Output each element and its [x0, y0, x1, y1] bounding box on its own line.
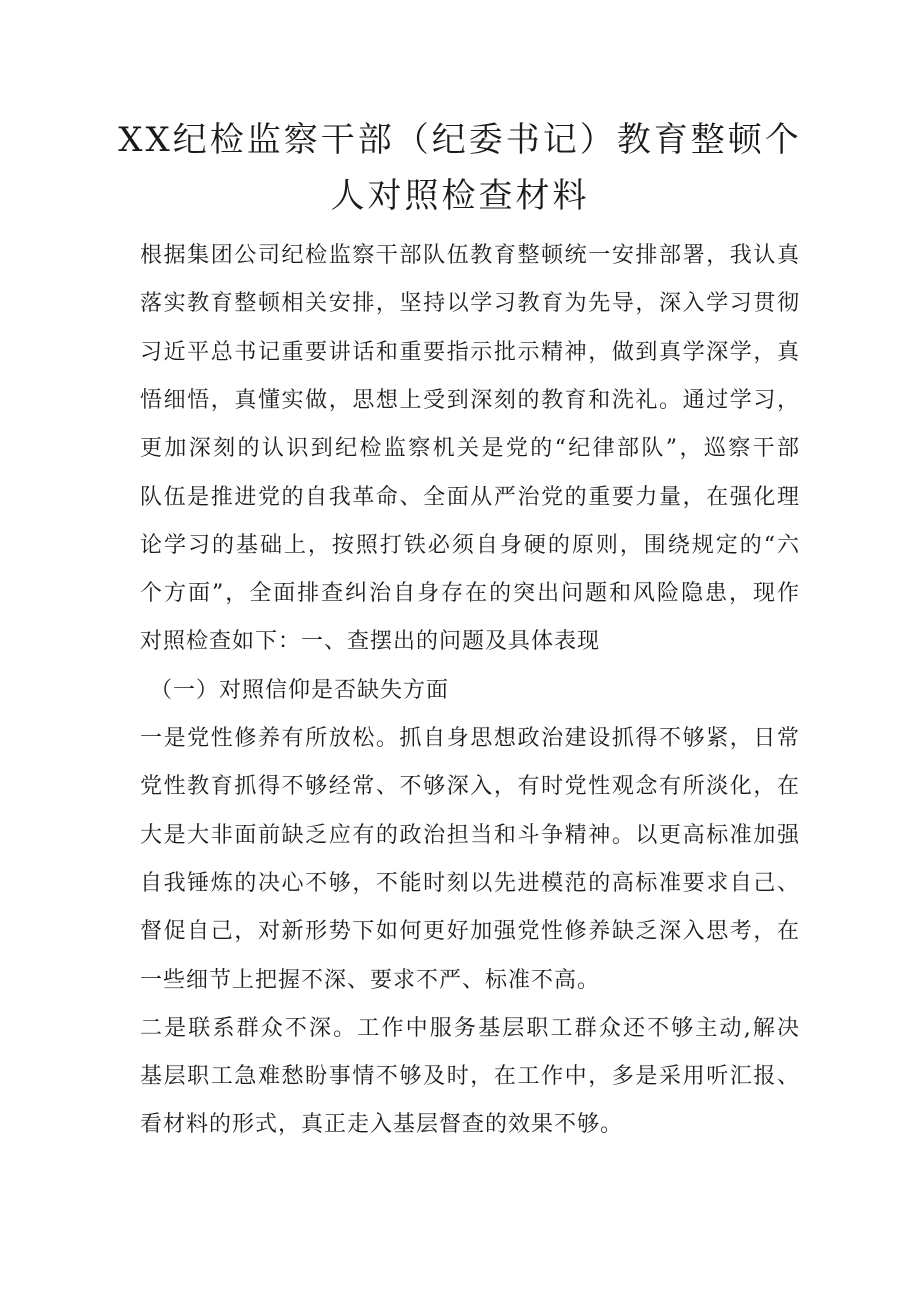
body-line: （一）对照信仰是否缺失方面 — [150, 677, 450, 703]
body-line: 自我锤炼的决心不够，不能时刻以先进模范的高标准要求自己、 — [140, 870, 800, 896]
body-line: 个方面”，全面排查纠治自身存在的突出问题和风险隐患，现作 — [140, 581, 800, 607]
body-line: 论学习的基础上，按照打铁必须自身硬的原则，围绕规定的“六 — [140, 532, 800, 558]
body-line: 大是大非面前缺乏应有的政治担当和斗争精神。以更高标准加强 — [140, 822, 800, 848]
body-line: 基层职工急难愁盼事情不够及时，在工作中，多是采用听汇报、 — [140, 1064, 800, 1090]
body-line: 一是党性修养有所放松。抓自身思想政治建设抓得不够紧，日常 — [140, 726, 800, 751]
body-line: 落实教育整顿相关安排，坚持以学习教育为先导，深入学习贯彻 — [140, 291, 800, 317]
body-line: 队伍是推进党的自我革命、全面从严治党的重要力量，在强化理 — [140, 484, 800, 510]
body-line: 根据集团公司纪检监察干部队伍教育整顿统一安排部署，我认真 — [140, 243, 800, 268]
body-line: 看材料的形式，真正走入基层督查的效果不够。 — [140, 1112, 624, 1138]
document-title-line-2: 人对照检查材料 — [330, 176, 590, 216]
body-line: 一些细节上把握不深、要求不严、标准不高。 — [140, 967, 601, 993]
body-line: 二是联系群众不深。工作中服务基层职工群众还不够主动,解决 — [140, 1015, 800, 1041]
body-line: 更加深刻的认识到纪检监察机关是党的“纪律部队”，巡察干部 — [140, 436, 800, 462]
body-line: 督促自己，对新形势下如何更好加强党性修养缺乏深入思考，在 — [140, 919, 800, 945]
body-line: 对照检查如下：一、查摆出的问题及具体表现 — [140, 629, 601, 655]
body-line: 习近平总书记重要讲话和重要指示批示精神，做到真学深学，真 — [140, 339, 800, 365]
document-title-line-1: XX纪检监察干部（纪委书记）教育整顿个 — [118, 120, 802, 160]
body-line: 党性教育抓得不够经常、不够深入，有时党性观念有所淡化，在 — [140, 774, 800, 800]
body-line: 悟细悟，真懂实做，思想上受到深刻的教育和洗礼。通过学习， — [140, 387, 800, 413]
